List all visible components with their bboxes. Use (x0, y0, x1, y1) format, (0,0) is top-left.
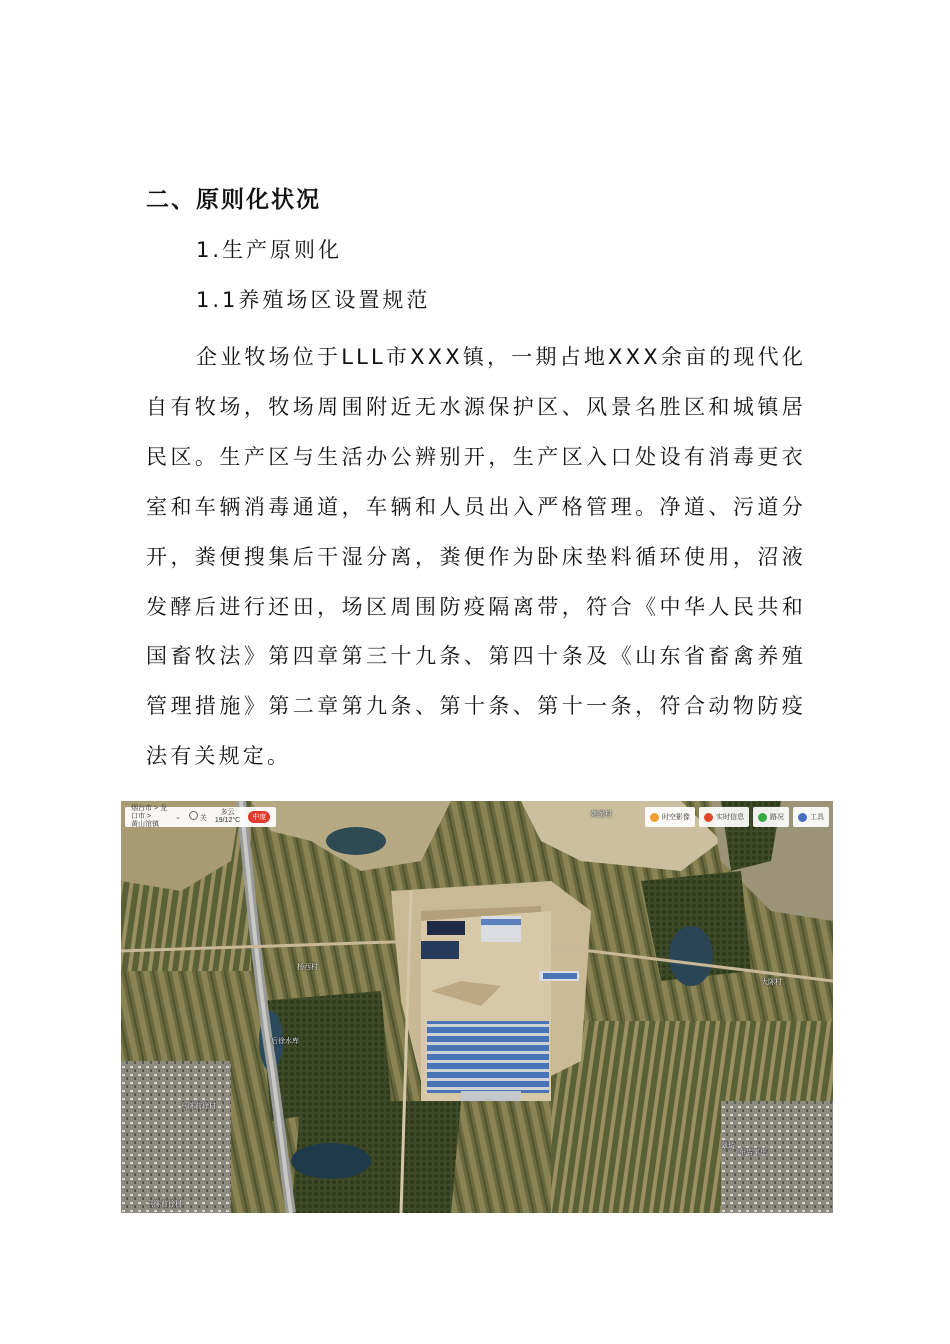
place-label: 大陈村 (761, 979, 782, 986)
body-paragraph: 企业牧场位于LLL市XXX镇，一期占地XXX余亩的现代化自有牧场，牧场周围附近无水源保护区、风景名胜区和城镇居民区。生产区与生活办公辨别开，生产区入口处设有消毒更衣室和车辆消毒通道，车辆和人员出入严格管理。净道、污道分开，粪便搜集后干湿分离，粪便作为卧床垫料循环使用，沼液发酵后进行还田，场区周围防疫隔离带，符合《中华人民共和国畜牧法》第四章第三十九条、第四十条及《山东省畜禽养殖管理措施》第二章第九条、第十条、第十一条，符合动物防疫法有关规定。 (146, 345, 807, 769)
map-location[interactable] (131, 805, 167, 829)
traffic-icon (758, 813, 767, 822)
tool-timelapse-imagery[interactable] (645, 807, 695, 827)
place-label: 后徐水库 (271, 1038, 299, 1045)
weather-close[interactable] (189, 811, 207, 823)
toolbox-icon (798, 813, 807, 822)
location-line2: 黄山馆镇 (131, 821, 159, 828)
chevron-down-icon[interactable]: ⌄ (175, 814, 181, 821)
section-heading: 二、原则化状况 (146, 187, 321, 213)
place-label: 姚家村 (591, 811, 612, 818)
place-label: 杨西村 (297, 964, 318, 971)
aqi-badge: 中度 (248, 811, 270, 823)
place-label: 东店家庄 (739, 1149, 767, 1156)
sub-heading-production: 1.生产原则化 (196, 238, 343, 262)
place-label: 马陈前徐村 (181, 1103, 216, 1110)
power-icon (189, 811, 198, 820)
map-toolbar (645, 807, 829, 827)
tool-realtime-info[interactable] (699, 807, 749, 827)
weather-condition: 多云 (220, 809, 235, 816)
tool-traffic[interactable] (753, 807, 789, 827)
tool-toolbox[interactable] (793, 807, 829, 827)
info-icon (704, 813, 713, 822)
place-label: 翠坊 (721, 1143, 735, 1150)
weather-temperature: 19/12°C (214, 817, 241, 824)
place-label: 马陈前徐村 (147, 1201, 182, 1208)
tool-label: 路况 (770, 814, 784, 821)
clock-icon (650, 813, 659, 822)
sub-heading-farm-layout: 1.1养殖场区设置规范 (196, 288, 431, 312)
close-label: 关 (199, 815, 207, 822)
weather-info (215, 809, 240, 825)
location-line1: 烟台市 > 龙口市 > (131, 805, 167, 820)
tool-label: 工具 (810, 814, 824, 821)
tool-label: 时空影像 (662, 814, 690, 821)
satellite-map-image (121, 801, 833, 1213)
satellite-imagery (121, 801, 833, 1213)
tool-label: 实时信息 (716, 814, 744, 821)
map-location-bar (125, 807, 276, 827)
